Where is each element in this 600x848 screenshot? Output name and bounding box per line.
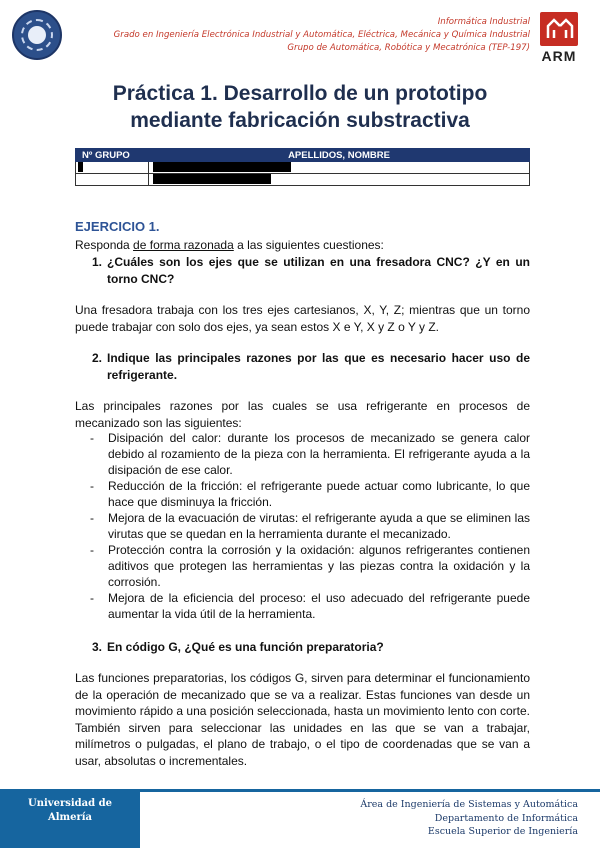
bullet-dash: -: [90, 511, 94, 525]
footer-department-name: Departamento de Informática: [434, 812, 578, 824]
question-text: ¿Cuáles son los ejes que se utilizan en una fresadora CNC? ¿Y en un torno CNC?: [107, 255, 530, 286]
redacted-block: [153, 174, 271, 184]
answer-3: Las funciones preparatorias, los códigos G, sirven para determinar el funcionamiento de la operación de mecanizado que se va a realizar. Estas funciones van desde un movimiento rápido a una posición seleccionada, hasta un movimiento lento con corte. También sirven para seleccionar las unidades en las que se van a trabajar, milímetros o pulgadas, el plano de trabajo, o el tipo de coordenadas que se van a usar, absolutas o incrementales.: [75, 671, 530, 768]
bullet-dash: -: [90, 591, 94, 605]
arm-logo-text: ARM: [541, 48, 577, 64]
bullet-dash: -: [90, 479, 94, 493]
col-names: APELLIDOS, NOMBRE: [149, 149, 530, 162]
list-item-text: Reducción de la fricción: el refrigerante puede actuar como lubricante, lo que hace que disminuya la fricción.: [108, 479, 530, 509]
page-title: [60, 80, 540, 134]
table-row: [76, 174, 530, 186]
university-seal-logo: [12, 10, 62, 60]
name-cell: [149, 174, 530, 186]
redacted-block: [153, 162, 291, 172]
list-item: [75, 590, 530, 622]
list-item-text: Disipación del calor: durante los procesos de mecanizado se genera calor debido al rozamiento de la pieza con la herramienta. El refrigerante ayuda a la disipación de ese calor.: [108, 431, 530, 477]
redacted-block: [78, 162, 83, 172]
footer-department: [140, 789, 600, 848]
page-footer: [0, 789, 600, 848]
question-number: 3.: [92, 640, 103, 654]
title-line-2: mediante fabricación substractiva: [130, 109, 470, 132]
question-3: [92, 639, 530, 656]
footer-school: Escuela Superior de Ingeniería: [427, 826, 578, 837]
col-group-number: Nº GRUPO: [76, 149, 149, 162]
answer-2-list: [75, 430, 530, 622]
header-course: Informática Industrial: [437, 17, 530, 27]
header-info: [110, 16, 530, 55]
name-cell: [149, 162, 530, 174]
answer-2-intro: Las principales razones por las cuales se usa refrigerante en procesos de mecanizado son las siguientes:: [75, 399, 530, 430]
answer-1: Una fresadora trabaja con los tres ejes cartesianos, X, Y, Z; mientras que un torno puede trabajar con solo dos ejes, ya sean estos X e Y, X y Z o Y y Z.: [75, 303, 530, 334]
list-item-text: Mejora de la evacuación de virutas: el refrigerante ayuda a que se eliminen las virutas que se quedan en la herramienta durante el mecanizado.: [108, 511, 530, 541]
footer-university-line1: Universidad de: [28, 798, 112, 809]
title-line-1: Práctica 1. Desarrollo de un prototipo: [112, 82, 488, 105]
footer-area: Área de Ingeniería de Sistemas y Automática: [360, 799, 578, 810]
intro-underlined: de forma razonada: [133, 238, 234, 252]
question-2: [92, 350, 530, 384]
question-number: 2.: [92, 351, 103, 365]
question-text: En código G, ¿Qué es una función preparatoria?: [107, 640, 384, 654]
list-item: [75, 430, 530, 478]
table-row: [76, 162, 530, 174]
intro-text: Responda: [75, 238, 134, 252]
header-group: Grupo de Automática, Robótica y Mecatrónica (TEP-197): [287, 43, 530, 53]
bullet-dash: -: [90, 431, 94, 445]
group-number-cell: [76, 174, 149, 186]
arm-logo: [540, 12, 578, 64]
list-item-text: Mejora de la eficiencia del proceso: el uso adecuado del refrigerante puede aumentar la vida útil de la herramienta.: [108, 591, 530, 621]
exercise-heading: EJERCICIO 1.: [75, 219, 160, 234]
question-1: [92, 254, 530, 288]
footer-university: [0, 789, 140, 848]
list-item-text: Protección contra la corrosión y la oxidación: algunos refrigerantes contienen aditivos que protegen las herramientas y las piezas contra la oxidación y la corrosión.: [108, 543, 530, 589]
arm-logo-icon: [540, 12, 578, 46]
list-item: [75, 478, 530, 510]
question-text: Indique las principales razones por las que es necesario hacer uso de refrigerante.: [107, 351, 530, 382]
list-item: [75, 510, 530, 542]
question-number: 1.: [92, 255, 103, 269]
intro-text-end: a las siguientes cuestiones:: [233, 238, 384, 252]
bullet-dash: -: [90, 543, 94, 557]
exercise-intro: [75, 238, 384, 252]
group-table: [75, 148, 530, 186]
list-item: [75, 542, 530, 590]
group-number-cell: [76, 162, 149, 174]
footer-university-line2: Almería: [47, 812, 93, 823]
header-degree: Grado en Ingeniería Electrónica Industrial y Automática, Eléctrica, Mecánica y Química Industrial: [113, 30, 530, 40]
